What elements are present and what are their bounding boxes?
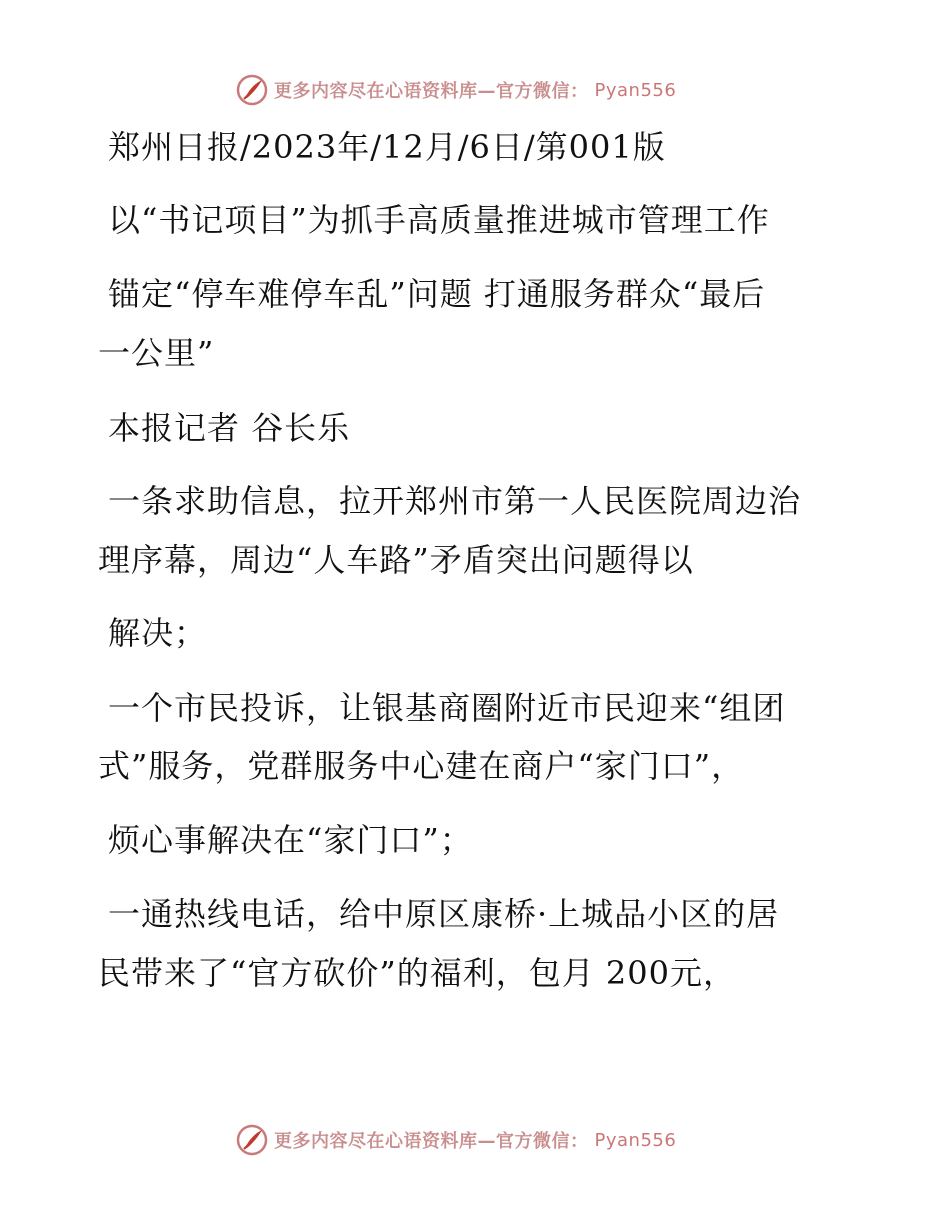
paragraph-1-line1: 一条求助信息，拉开郑州市第一人民医院周边治: [108, 482, 802, 520]
headline-secondary-line2: 一公里”: [98, 334, 215, 372]
watermark-text: 更多内容尽在心语资料库—官方微信：: [274, 81, 589, 102]
paragraph-3-line2: 民带来了“官方砍价”的福利，包月 200元，: [98, 954, 736, 992]
quill-logo-icon: [236, 1124, 268, 1156]
headline-secondary-line1: 锚定“停车难停车乱”问题 打通服务群众“最后: [108, 275, 766, 313]
paragraph-2-line1: 一个市民投诉，让银基商圈附近市民迎来“组团: [108, 689, 786, 727]
headline-primary: 以“书记项目”为抓手高质量推进城市管理工作: [108, 201, 770, 239]
watermark-footer: [236, 1122, 676, 1158]
paragraph-1-line3: 解决；: [108, 614, 208, 652]
watermark-text: 更多内容尽在心语资料库—官方微信：: [274, 1131, 589, 1152]
quill-logo-icon: [236, 74, 268, 106]
byline: 本报记者 谷长乐: [108, 409, 351, 447]
dateline: 郑州日报/2023年/12月/6日/第001版: [108, 128, 666, 166]
watermark-header: [236, 72, 676, 108]
paragraph-2-line3: 烦心事解决在“家门口”；: [108, 821, 473, 859]
watermark-wechat-id: Pyan556: [594, 79, 677, 101]
watermark-wechat-id: Pyan556: [594, 1129, 677, 1151]
paragraph-1-line2: 理序幕，周边“人车路”矛盾突出问题得以: [98, 541, 694, 579]
paragraph-2-line2: 式”服务，党群服务中心建在商户“家门口”，: [98, 747, 745, 785]
paragraph-3-line1: 一通热线电话，给中原区康桥·上城品小区的居: [108, 895, 780, 933]
